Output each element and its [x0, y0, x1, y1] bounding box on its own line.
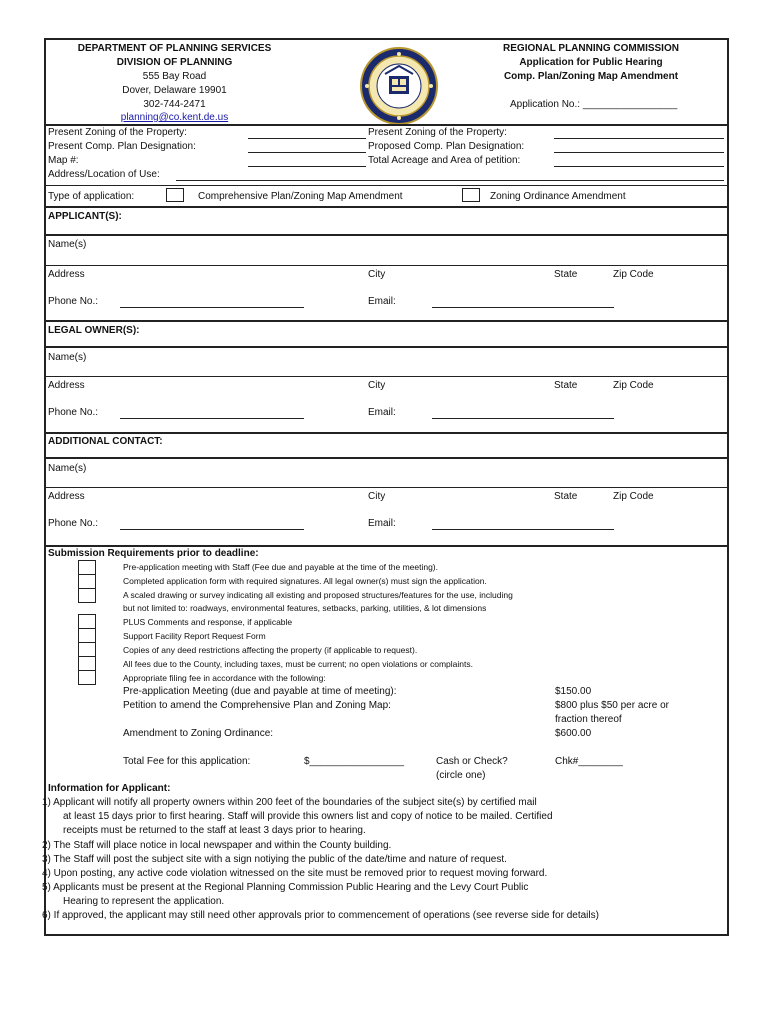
application-form	[44, 38, 729, 936]
requirement-item: Support Facility Report Request Form	[123, 631, 266, 641]
fee-petition-label: Petition to amend the Comprehensive Plan and Zoning Map:	[123, 700, 391, 711]
check-number-field[interactable]: Chk#________	[555, 756, 623, 767]
legal-owner-state-label: State	[554, 380, 578, 391]
checkbox-filing-fee[interactable]	[78, 670, 96, 685]
information-line: 6) If approved, the applicant may still need other approvals prior to commencement of operations (see reverse side for details)	[42, 910, 599, 921]
applicant-city-label: City	[368, 269, 386, 280]
applicant-section-title: APPLICANT(S):	[48, 211, 122, 222]
commission-title: REGIONAL PLANNING COMMISSION	[503, 43, 679, 54]
comp-plan-option-label: Comprehensive Plan/Zoning Map Amendment	[198, 191, 403, 202]
cash-or-check[interactable]: Cash or Check?	[436, 756, 508, 767]
present-zoning-right-label: Present Zoning of the Property:	[368, 127, 507, 138]
comp-plan-checkbox[interactable]	[166, 188, 184, 202]
present-comp-plan-field[interactable]	[248, 152, 366, 153]
applicant-phone-label: Phone No.:	[48, 296, 99, 307]
street-address: 555 Bay Road	[142, 71, 207, 82]
circle-one-note: (circle one)	[436, 770, 486, 781]
information-line: 3) The Staff will post the subject site with a sign notiying the public of the date/time and nature of request.	[42, 854, 507, 865]
requirement-item: All fees due to the County, including taxes, must be current; no open violations or complaints.	[123, 659, 473, 669]
present-zoning-right-field[interactable]	[554, 138, 724, 139]
total-acreage-field[interactable]	[554, 166, 724, 167]
department-title: DEPARTMENT OF PLANNING SERVICES	[77, 43, 272, 54]
legal-owner-bottom-divider	[46, 432, 727, 434]
address-location-field[interactable]	[176, 180, 724, 181]
information-line: at least 15 days prior to first hearing. Staff will provide this owners list and copy of notice to be mailed. Certified	[63, 811, 553, 822]
additional-contact-zip-label: Zip Code	[613, 491, 654, 502]
additional-contact-bottom-divider	[46, 545, 727, 547]
information-line: Hearing to represent the application.	[63, 896, 225, 907]
applicant-names-divider	[46, 265, 727, 266]
requirement-item: Copies of any deed restrictions affecting the property (if applicable to request).	[123, 645, 418, 655]
legal-owner-divider	[46, 346, 727, 348]
type-label: Type of application:	[48, 191, 135, 202]
additional-contact-state-label: State	[554, 491, 578, 502]
applicant-address-label: Address	[48, 269, 85, 280]
applicant-zip-label: Zip Code	[613, 269, 654, 280]
kent-county-seal	[359, 46, 439, 126]
map-field[interactable]	[248, 166, 366, 167]
information-line: 1) Applicant will notify all property owners within 200 feet of the boundaries of the subject site(s) by certified mail	[42, 797, 537, 808]
applicant-phone-field[interactable]	[120, 307, 304, 308]
fee-petition-value: $800 plus $50 per acre or	[555, 700, 669, 711]
fee-pre-app-value: $150.00	[555, 686, 592, 697]
map-label: Map #:	[48, 155, 79, 166]
fee-amendment-label: Amendment to Zoning Ordinance:	[123, 728, 274, 739]
fee-amendment-value: $600.00	[555, 728, 592, 739]
additional-contact-divider	[46, 457, 727, 459]
legal-owner-zip-label: Zip Code	[613, 380, 654, 391]
present-zoning-label: Present Zoning of the Property:	[48, 127, 187, 138]
legal-owner-phone-label: Phone No.:	[48, 407, 99, 418]
information-line: 5) Applicants must be present at the Regional Planning Commission Public Hearing and the Levy Court Public	[42, 882, 529, 893]
proposed-comp-plan-field[interactable]	[554, 152, 724, 153]
information-line: receipts must be returned to the staff at least 3 days prior to hearing.	[63, 825, 366, 836]
requirement-item: Appropriate filing fee in accordance with the following:	[123, 673, 326, 683]
requirement-item: Pre-application meeting with Staff (Fee due and payable at the time of the meeting).	[123, 562, 438, 572]
additional-contact-names-divider	[46, 487, 727, 488]
applicant-bottom-divider	[46, 320, 727, 322]
legal-owner-email-field[interactable]	[432, 418, 614, 419]
additional-contact-email-label: Email:	[368, 518, 396, 529]
present-comp-plan-label: Present Comp. Plan Designation:	[48, 141, 196, 152]
additional-contact-phone-field[interactable]	[120, 529, 304, 530]
legal-owner-phone-field[interactable]	[120, 418, 304, 419]
header-divider	[46, 124, 727, 126]
requirement-item: A scaled drawing or survey indicating all existing and proposed structures/features for the use, including	[123, 590, 513, 600]
checkbox-scaled-drawing[interactable]	[78, 588, 96, 603]
legal-owner-names-divider	[46, 376, 727, 377]
amendment-title: Comp. Plan/Zoning Map Amendment	[503, 71, 679, 82]
additional-contact-names-label: Name(s)	[48, 463, 87, 474]
total-fee-field[interactable]: $_________________	[304, 756, 405, 767]
additional-contact-email-field[interactable]	[432, 529, 614, 530]
information-title: Information for Applicant:	[48, 783, 171, 794]
total-acreage-label: Total Acreage and Area of petition:	[368, 155, 521, 166]
zoning-ordinance-option-label: Zoning Ordinance Amendment	[490, 191, 626, 202]
legal-owner-city-label: City	[368, 380, 386, 391]
checkbox-application-form[interactable]	[78, 574, 96, 589]
city-address: Dover, Delaware 19901	[122, 85, 227, 96]
zoning-ordinance-checkbox[interactable]	[462, 188, 480, 202]
fee-petition-value-cont: fraction thereof	[555, 714, 622, 725]
applicant-divider	[46, 234, 727, 236]
application-number: Application No.: _________________	[510, 99, 678, 110]
checkbox-deed-restrictions[interactable]	[78, 642, 96, 657]
phone-number: 302-744-2471	[143, 99, 206, 110]
email-container	[52, 112, 297, 123]
information-line: 4) Upon posting, any active code violation witnessed on the site must be removed prior to request moving forward.	[42, 868, 548, 879]
applicant-email-field[interactable]	[432, 307, 614, 308]
type-bottom-divider	[46, 206, 727, 208]
total-fee-label: Total Fee for this application:	[123, 756, 251, 767]
legal-owner-email-label: Email:	[368, 407, 396, 418]
legal-owner-address-label: Address	[48, 380, 85, 391]
additional-contact-section-title: ADDITIONAL CONTACT:	[48, 436, 163, 447]
checkbox-plus-comments[interactable]	[78, 614, 96, 629]
applicant-email-label: Email:	[368, 296, 396, 307]
additional-contact-phone-label: Phone No.:	[48, 518, 99, 529]
checkbox-support-facility[interactable]	[78, 628, 96, 643]
requirement-item: but not limited to: roadways, environmental features, setbacks, parking, utilities, & lot dimensions	[123, 603, 487, 613]
type-top-divider	[46, 185, 727, 186]
email-link[interactable]: planning@co.kent.de.us	[120, 112, 229, 123]
checkbox-fees-current[interactable]	[78, 656, 96, 671]
legal-owner-names-label: Name(s)	[48, 352, 87, 363]
checkbox-pre-application[interactable]	[78, 560, 96, 575]
applicant-names-label: Name(s)	[48, 239, 87, 250]
application-title: Application for Public Hearing	[519, 57, 663, 68]
requirement-item: Completed application form with required signatures. All legal owner(s) must sign the application.	[123, 576, 487, 586]
fee-pre-app-label: Pre-application Meeting (due and payable at time of meeting):	[123, 686, 397, 697]
legal-owner-section-title: LEGAL OWNER(S):	[48, 325, 140, 336]
requirement-item: PLUS Comments and response, if applicable	[123, 617, 293, 627]
information-line: 2) The Staff will place notice in local newspaper and within the County building.	[42, 840, 392, 851]
additional-contact-address-label: Address	[48, 491, 85, 502]
proposed-comp-plan-label: Proposed Comp. Plan Designation:	[368, 141, 525, 152]
submission-title: Submission Requirements prior to deadline:	[48, 548, 259, 559]
division-title: DIVISION OF PLANNING	[116, 57, 233, 68]
additional-contact-city-label: City	[368, 491, 386, 502]
applicant-state-label: State	[554, 269, 578, 280]
address-location-label: Address/Location of Use:	[48, 169, 160, 180]
present-zoning-field[interactable]	[248, 138, 366, 139]
